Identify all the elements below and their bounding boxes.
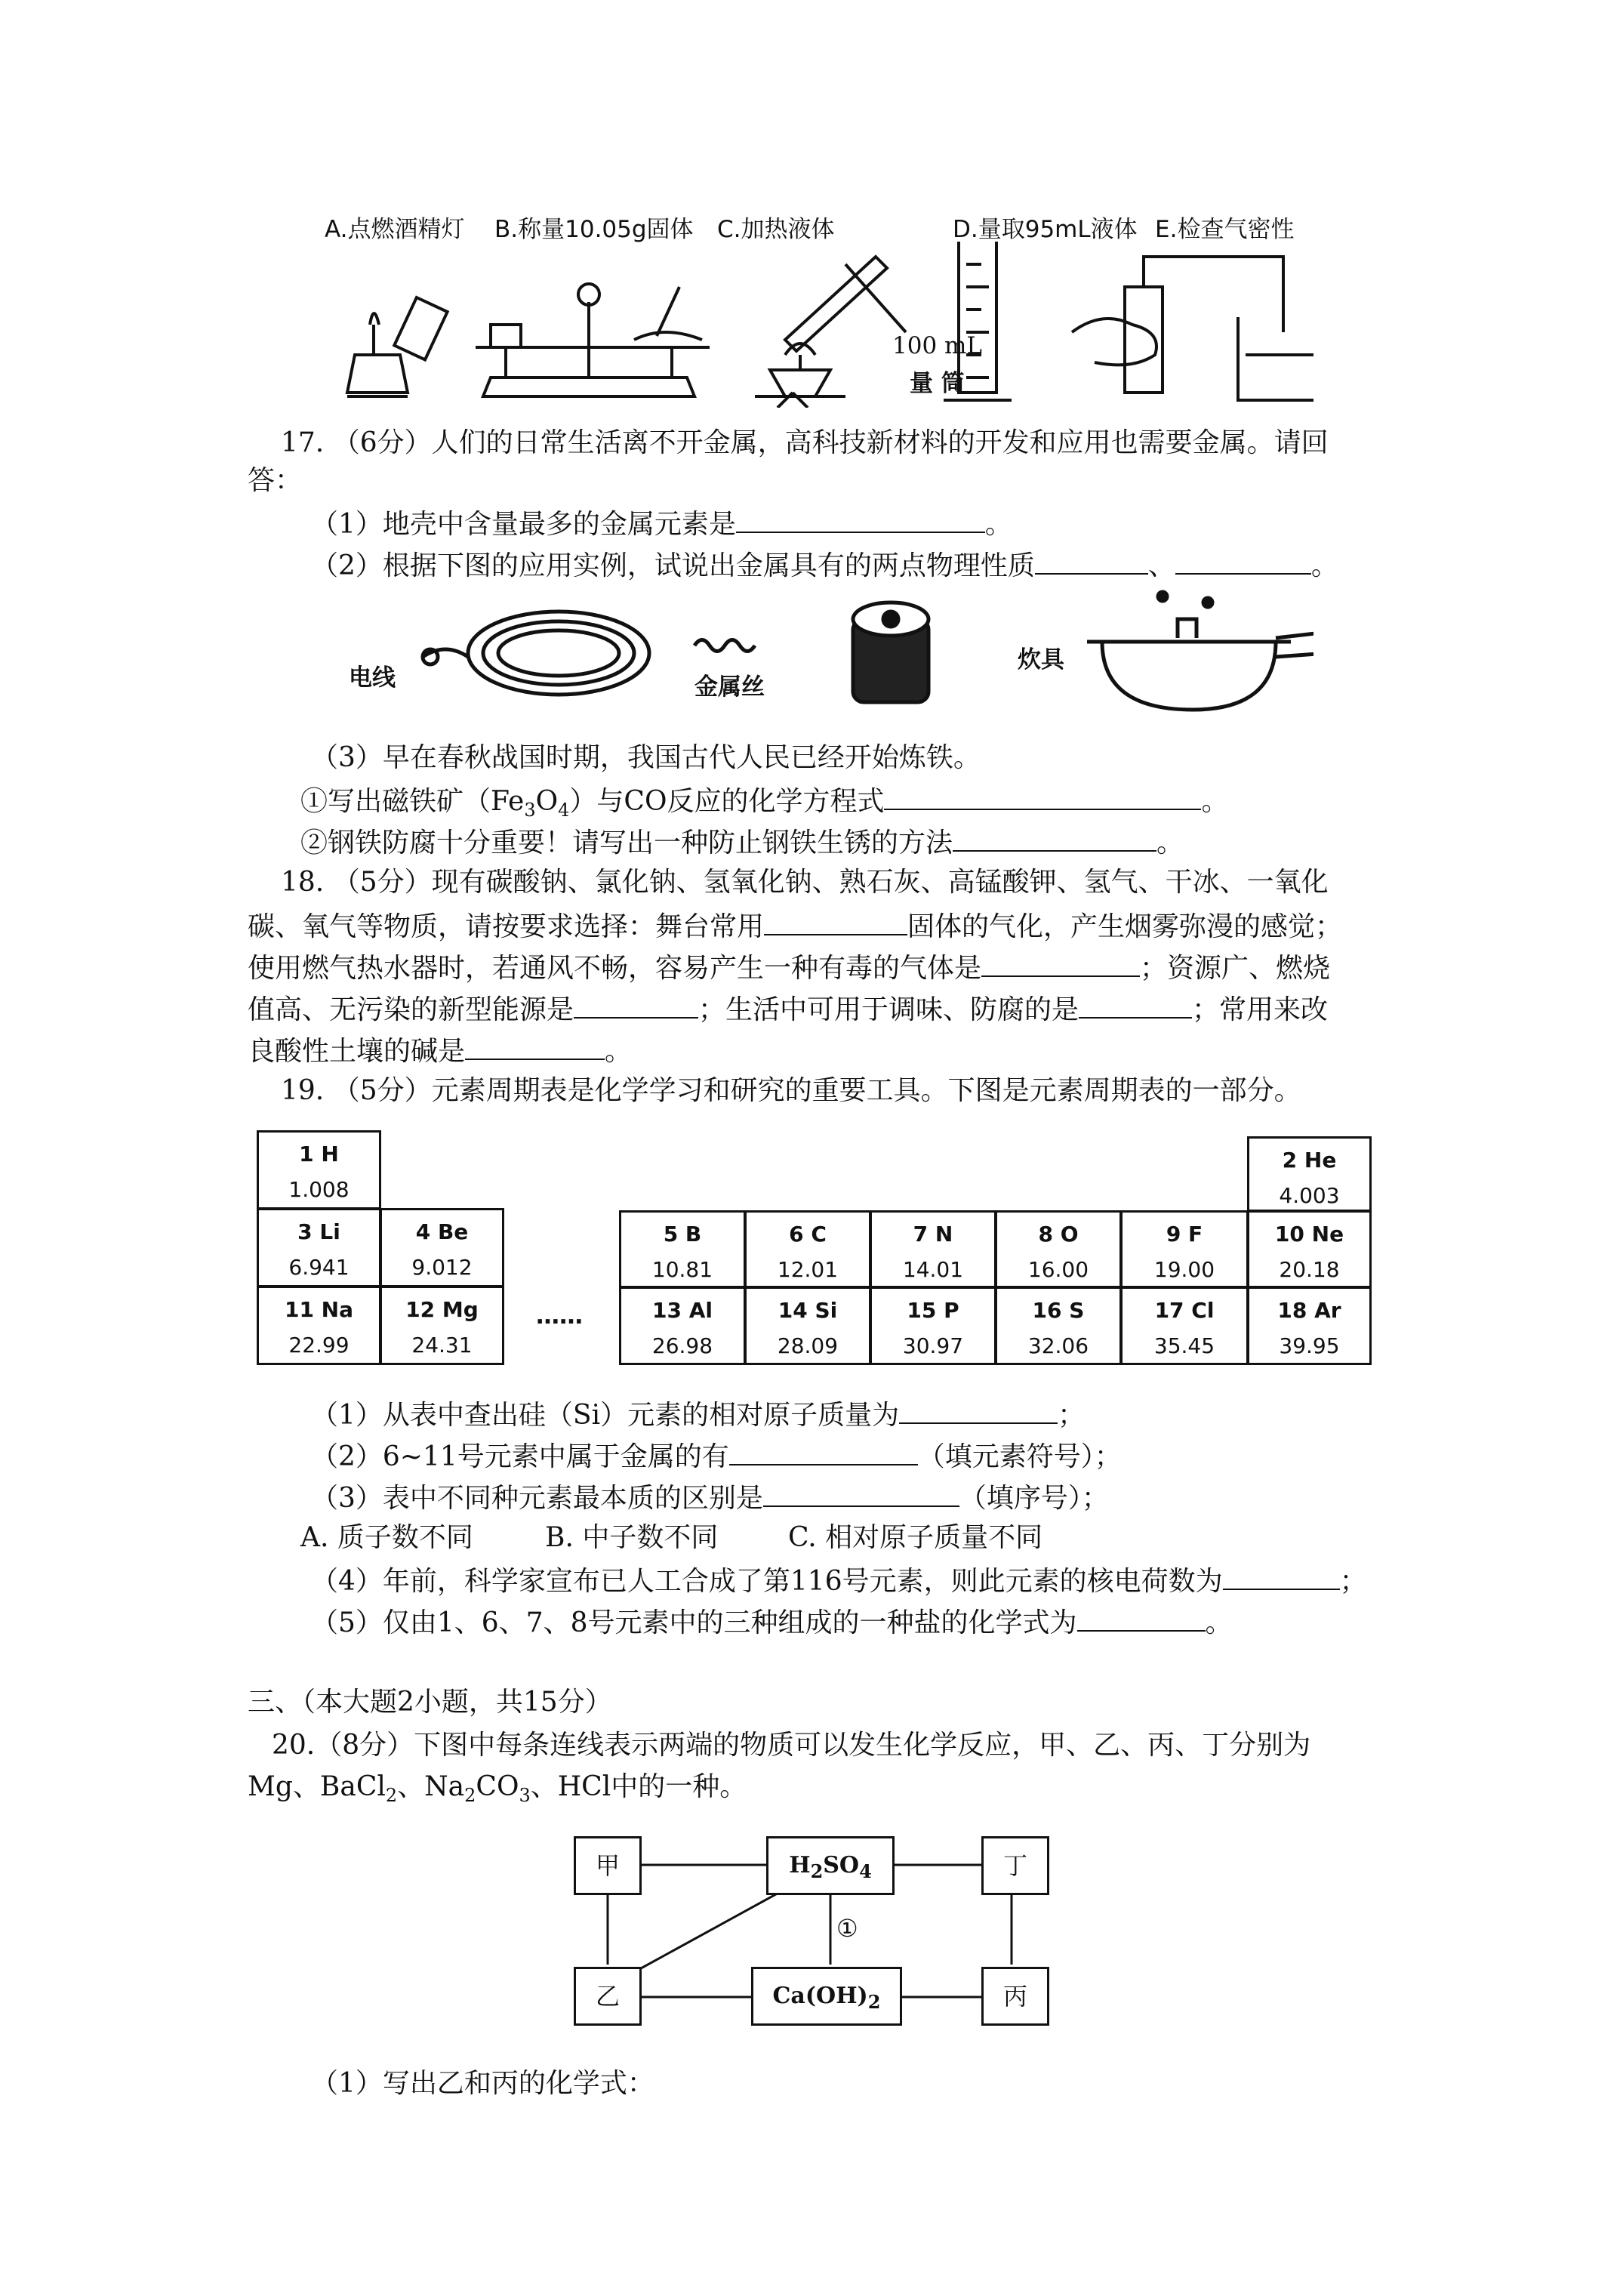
answer-blank[interactable] [899, 1397, 1058, 1424]
q19-heading: 19. （5分）元素周期表是化学学习和研究的重要工具。下图是元素周期表的一部分。 [281, 1075, 1301, 1106]
cylinder-volume-text: 100 mL [892, 332, 983, 359]
q17-part2-end: 。 [1310, 550, 1338, 581]
q17-part3b-text: ②钢铁防腐十分重要！请写出一种防止钢铁生锈的方法 [300, 827, 953, 858]
q18-l4b: ；生活中可用于调味、防腐的是 [698, 994, 1079, 1025]
q17-heading: 17. （6分）人们的日常生活离不开金属，高科技新材料的开发和应用也需要金属。请回 [281, 427, 1329, 458]
element-symbol: 17 Cl [1154, 1298, 1215, 1323]
q19-part4-end: ； [1339, 1566, 1367, 1597]
answer-blank[interactable] [729, 1438, 918, 1465]
element-mass: 4.003 [1279, 1183, 1340, 1208]
subscript: 3 [524, 800, 536, 821]
element-symbol: 11 Na [284, 1297, 354, 1322]
element-symbol: 16 S [1032, 1298, 1085, 1323]
q19-part2-text: （2）6~11号元素中属于金属的有 [311, 1441, 729, 1472]
q19-part2 [311, 1438, 1122, 1474]
lab-label-c: C.加热液体 [717, 216, 835, 243]
q17-part3b-end: 。 [1156, 827, 1184, 858]
q17-part3a-post: ）与CO反应的化学方程式 [569, 786, 885, 817]
element-cell-si [744, 1287, 871, 1365]
element-cell-s [995, 1287, 1122, 1365]
q19-part1-end: ； [1058, 1400, 1086, 1431]
q19-part5-text: （5）仅由1、6、7、8号元素中的三种组成的一种盐的化学式为 [311, 1607, 1077, 1638]
box-jia-label: 甲 [595, 1851, 620, 1880]
q20-part1: （1）写出乙和丙的化学式： [311, 2068, 654, 2099]
answer-blank[interactable] [884, 783, 1201, 810]
element-symbol: 7 N [913, 1222, 953, 1247]
q18-line5 [248, 1033, 632, 1068]
lab-label-d: D.量取95mL液体 [953, 216, 1138, 243]
element-mass: 6.941 [288, 1255, 350, 1280]
section-three-heading: 三、（本大题2小题，共15分） [248, 1687, 612, 1718]
q20-line1: 20.（8分）下图中每条连线表示两端的物质可以发生化学反应，甲、乙、丙、丁分别为 [272, 1730, 1311, 1761]
answer-blank[interactable] [981, 950, 1140, 977]
answer-blank[interactable] [953, 824, 1156, 852]
q18-line3 [248, 950, 1330, 985]
lab-label-a: A.点燃酒精灯 [325, 216, 465, 243]
q20-co: CO [476, 1771, 519, 1802]
answer-blank[interactable] [736, 506, 985, 533]
q17-heading-cont: 答： [248, 465, 303, 496]
element-mass: 9.012 [411, 1255, 473, 1280]
q18-l2a: 碳、氧气等物质，请按要求选择：舞台常用 [248, 911, 765, 942]
element-symbol: 9 F [1166, 1222, 1203, 1247]
element-cell-cl [1120, 1287, 1249, 1365]
lab-label-b: B.称量10.05g固体 [494, 216, 694, 243]
answer-blank[interactable] [1077, 1604, 1206, 1632]
subscript: 2 [464, 1785, 476, 1807]
element-mass: 1.008 [288, 1177, 350, 1202]
figure-label-metal-wire: 金属丝 [694, 673, 765, 701]
q17-part3a-o: O [535, 786, 559, 817]
q17-part3b [300, 824, 1184, 860]
q19-part1 [311, 1397, 1085, 1432]
q18-l5a: 良酸性土壤的碱是 [248, 1036, 466, 1067]
answer-blank[interactable] [574, 991, 698, 1019]
q18-l2b: 固体的气化，产生烟雾弥漫的感觉； [907, 911, 1343, 942]
element-cell-p [870, 1287, 996, 1365]
element-cell-h [257, 1130, 381, 1210]
element-mass: 19.00 [1153, 1257, 1215, 1282]
element-mass: 10.81 [651, 1257, 713, 1282]
q19-part4 [311, 1563, 1367, 1598]
q18-l4a: 值高、无污染的新型能源是 [248, 994, 574, 1025]
element-cell-mg [380, 1286, 504, 1365]
element-mass: 16.00 [1027, 1257, 1089, 1282]
box-h2so4 [766, 1836, 895, 1895]
element-symbol: 10 Ne [1274, 1222, 1344, 1247]
element-cell-n [870, 1210, 996, 1288]
answer-blank[interactable] [764, 908, 907, 935]
q18-l3b: ；资源广、燃烧 [1140, 953, 1331, 984]
element-mass: 12.01 [777, 1257, 839, 1282]
element-mass: 28.09 [777, 1333, 839, 1358]
answer-blank[interactable] [1175, 547, 1311, 575]
element-cell-he [1247, 1136, 1372, 1212]
element-cell-be [380, 1208, 504, 1287]
q19-part1-text: （1）从表中查出硅（Si）元素的相对原子质量为 [311, 1400, 900, 1431]
q20-line2 [248, 1771, 747, 1812]
element-cell-f [1120, 1210, 1249, 1288]
element-cell-na [257, 1286, 381, 1365]
q18-l4c: ；常用来改 [1192, 994, 1329, 1025]
lab-label-e: E.检查气密性 [1155, 216, 1295, 243]
element-symbol: 15 P [907, 1298, 959, 1323]
q18-l3a: 使用燃气热水器时，若通风不畅，容易产生一种有毒的气体是 [248, 953, 982, 984]
q18-line2 [248, 908, 1342, 944]
element-cell-c [744, 1210, 871, 1288]
element-mass: 30.97 [902, 1333, 964, 1358]
q17-part3: （3）早在春秋战国时期，我国古代人民已经开始炼铁。 [311, 742, 981, 773]
element-symbol: 6 C [789, 1222, 827, 1247]
caoh2-text: Ca(OH) [772, 1983, 868, 2009]
q18-line1: 18. （5分）现有碳酸钠、氯化钠、氢氧化钠、熟石灰、高锰酸钾、氢气、干冰、一氧化 [281, 867, 1329, 898]
element-symbol: 5 B [663, 1222, 702, 1247]
element-mass: 24.31 [411, 1333, 473, 1358]
box-yi-label: 乙 [595, 1982, 620, 2011]
box-ding-label: 丁 [1002, 1851, 1027, 1880]
q20-mg-bacl: Mg、BaCl [248, 1771, 386, 1802]
element-mass: 26.98 [651, 1333, 713, 1358]
table-ellipsis: …… [536, 1302, 583, 1330]
lab-apparatus-figure [332, 242, 1313, 408]
element-symbol: 14 Si [778, 1298, 838, 1323]
element-mass: 39.95 [1279, 1333, 1340, 1358]
q19-part5 [311, 1604, 1233, 1640]
element-symbol: 12 Mg [405, 1297, 479, 1322]
q17-part3a-pre: ①写出磁铁矿（Fe [300, 786, 525, 817]
q17-part1-end: 。 [984, 509, 1012, 540]
q20-rest: 、HCl中的一种。 [530, 1771, 747, 1802]
q17-part2 [311, 547, 1338, 583]
answer-blank[interactable] [1223, 1563, 1340, 1590]
q19-option-b: B. 中子数不同 [545, 1522, 719, 1553]
figure-label-wire: 电线 [349, 664, 396, 692]
metal-applications-figure [408, 581, 1313, 717]
element-cell-b [619, 1210, 746, 1288]
box-caoh2 [751, 1967, 902, 2026]
subscript: 2 [810, 1860, 824, 1882]
q18-l5b: 。 [605, 1036, 633, 1067]
box-ding [981, 1836, 1049, 1895]
element-mass: 14.01 [902, 1257, 964, 1282]
q17-part1-text: （1）地壳中含量最多的金属元素是 [311, 509, 736, 540]
cylinder-name-text: 量 筒 [910, 370, 965, 397]
answer-blank[interactable] [465, 1033, 605, 1060]
box-yi [574, 1967, 642, 2026]
q17-part3a [300, 783, 1228, 827]
figure-label-cookware: 炊具 [1018, 646, 1064, 673]
q17-part2-text: （2）根据下图的应用实例，试说出金属具有的两点物理性质 [311, 550, 1035, 581]
box-bing-label: 丙 [1002, 1982, 1027, 2011]
answer-blank[interactable] [1035, 547, 1148, 575]
q19-part5-end: 。 [1205, 1607, 1233, 1638]
q17-part1 [311, 506, 1012, 541]
q19-option-c: C. 相对原子质量不同 [788, 1522, 1043, 1553]
answer-blank[interactable] [763, 1480, 959, 1507]
q19-part3 [311, 1480, 1109, 1515]
q20-na: 、Na [397, 1771, 465, 1802]
subscript: 4 [859, 1860, 872, 1882]
element-symbol: 13 Al [652, 1298, 713, 1323]
element-symbol: 18 Ar [1277, 1298, 1341, 1323]
element-mass: 32.06 [1027, 1333, 1089, 1358]
q17-part3a-end: 。 [1201, 786, 1229, 817]
subscript: 4 [558, 800, 570, 821]
box-jia [574, 1836, 642, 1895]
subscript: 3 [519, 1785, 531, 1807]
element-cell-li [257, 1208, 381, 1287]
h2so4-h: H [789, 1852, 811, 1878]
element-symbol: 4 Be [415, 1219, 469, 1244]
element-cell-al [619, 1287, 746, 1365]
q19-option-a: A. 质子数不同 [300, 1522, 473, 1553]
answer-blank[interactable] [1079, 991, 1192, 1019]
element-cell-ar [1247, 1287, 1372, 1365]
q19-part2-end: （填元素符号）； [917, 1441, 1122, 1472]
element-mass: 20.18 [1279, 1257, 1340, 1282]
subscript: 2 [867, 1991, 881, 2013]
box-bing [981, 1967, 1049, 2026]
h2so4-so: SO [823, 1852, 860, 1878]
element-mass: 35.45 [1153, 1333, 1215, 1358]
reaction-mark: ① [836, 1914, 858, 1943]
q18-line4 [248, 991, 1328, 1027]
element-symbol: 1 H [299, 1142, 339, 1166]
element-mass: 22.99 [288, 1333, 350, 1358]
q17-part2-mid: 、 [1147, 550, 1175, 581]
subscript: 2 [385, 1785, 398, 1807]
q19-part3-end: （填序号）； [959, 1483, 1109, 1514]
q19-part4-text: （4）年前，科学家宣布已人工合成了第116号元素，则此元素的核电荷数为 [311, 1566, 1223, 1597]
element-symbol: 2 He [1282, 1148, 1337, 1173]
element-cell-o [995, 1210, 1122, 1288]
element-symbol: 8 O [1038, 1222, 1079, 1247]
element-symbol: 3 Li [297, 1219, 340, 1244]
element-cell-ne [1247, 1210, 1372, 1288]
q19-part3-text: （3）表中不同种元素最本质的区别是 [311, 1483, 763, 1514]
